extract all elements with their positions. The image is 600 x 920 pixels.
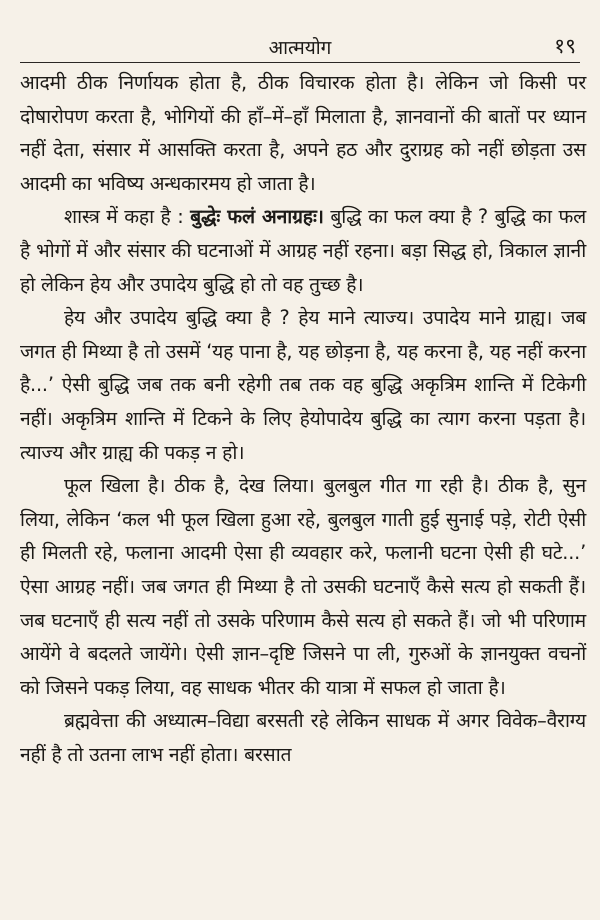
paragraph-5: ब्रह्मवेत्ता की अध्यात्म–विद्या बरसती रहे लेकिन साधक में अगर विवेक–वैराग्य नहीं है तो उतना लाभ नहीं होता। बरसात bbox=[20, 709, 586, 766]
paragraph-2-lead: शास्त्र में कहा है : bbox=[64, 205, 191, 229]
page-header bbox=[20, 30, 580, 63]
running-head: आत्मयोग bbox=[268, 37, 332, 59]
paragraph-2 bbox=[20, 200, 586, 301]
paragraph-1: आदमी ठीक निर्णायक होता है, ठीक विचारक होता है। लेकिन जो किसी पर दोषारोपण करता है, भोगियों की हाँ–में–हाँ मिलाता है, ज्ञानवानों की बातों पर ध्यान नहीं देता, संसार में आसक्ति करता है, अपने हठ और दुराग्रह को नहीं छोड़ता उस आदमी का भविष्य अन्धकारमय हो जाता है। bbox=[20, 71, 586, 195]
page-number: १९ bbox=[554, 34, 576, 58]
sanskrit-quote: बुद्धेः फलं अनाग्रहः। bbox=[190, 205, 324, 229]
paragraph-3: हेय और उपादेय बुद्धि क्या है ? हेय माने त्याज्य। उपादेय माने ग्राह्य। जब जगत ही मिथ्या है तो उसमें ‘यह पाना है, यह छोड़ना है, यह करना है, यह नहीं करना है...’ ऐसी बुद्धि जब तक बनी रहेगी तब तक वह बुद्धि अकृत्रिम शान्ति में टिकेगी नहीं। अकृत्रिम शान्ति में टिकने के लिए हेयोपादेय बुद्धि का त्याग करना पड़ता है। त्याज्य और ग्राह्य की पकड़ न हो। bbox=[20, 306, 586, 464]
body-text bbox=[20, 66, 586, 771]
paragraph-2-rest: बुद्धि का फल क्या है ? बुद्धि का फल है भोगों में और संसार की घटनाओं में आग्रह नहीं रहना। बड़ा सिद्ध हो, त्रिकाल ज्ञानी हो लेकिन हेय और उपादेय बुद्धि हो तो वह तुच्छ है। bbox=[20, 205, 587, 296]
paragraph-4: फूल खिला है। ठीक है, देख लिया। बुलबुल गीत गा रही है। ठीक है, सुन लिया, लेकिन ‘कल भी फूल खिला हुआ रहे, बुलबुल गाती हुई सुनाई पड़े, रोटी ऐसी ही मिलती रहे, फलाना आदमी ऐसा ही व्यवहार करे, फलानी घटना ऐसी ही घटे...’ ऐसा आग्रह नहीं। जब जगत ही मिथ्या है तो उसकी घटनाएँ कैसे सत्य हो सकती हैं। जब घटनाएँ ही सत्य नहीं तो उसके परिणाम कैसे सत्य हो सकते हैं। जो भी परिणाम आयेंगे वे बदलते जायेंगे। ऐसी ज्ञान–दृष्टि जिसने पा ली, गुरुओं के ज्ञानयुक्त वचनों को जिसने पकड़ लिया, वह साधक भीतर की यात्रा में सफल हो जाता है। bbox=[20, 474, 586, 699]
